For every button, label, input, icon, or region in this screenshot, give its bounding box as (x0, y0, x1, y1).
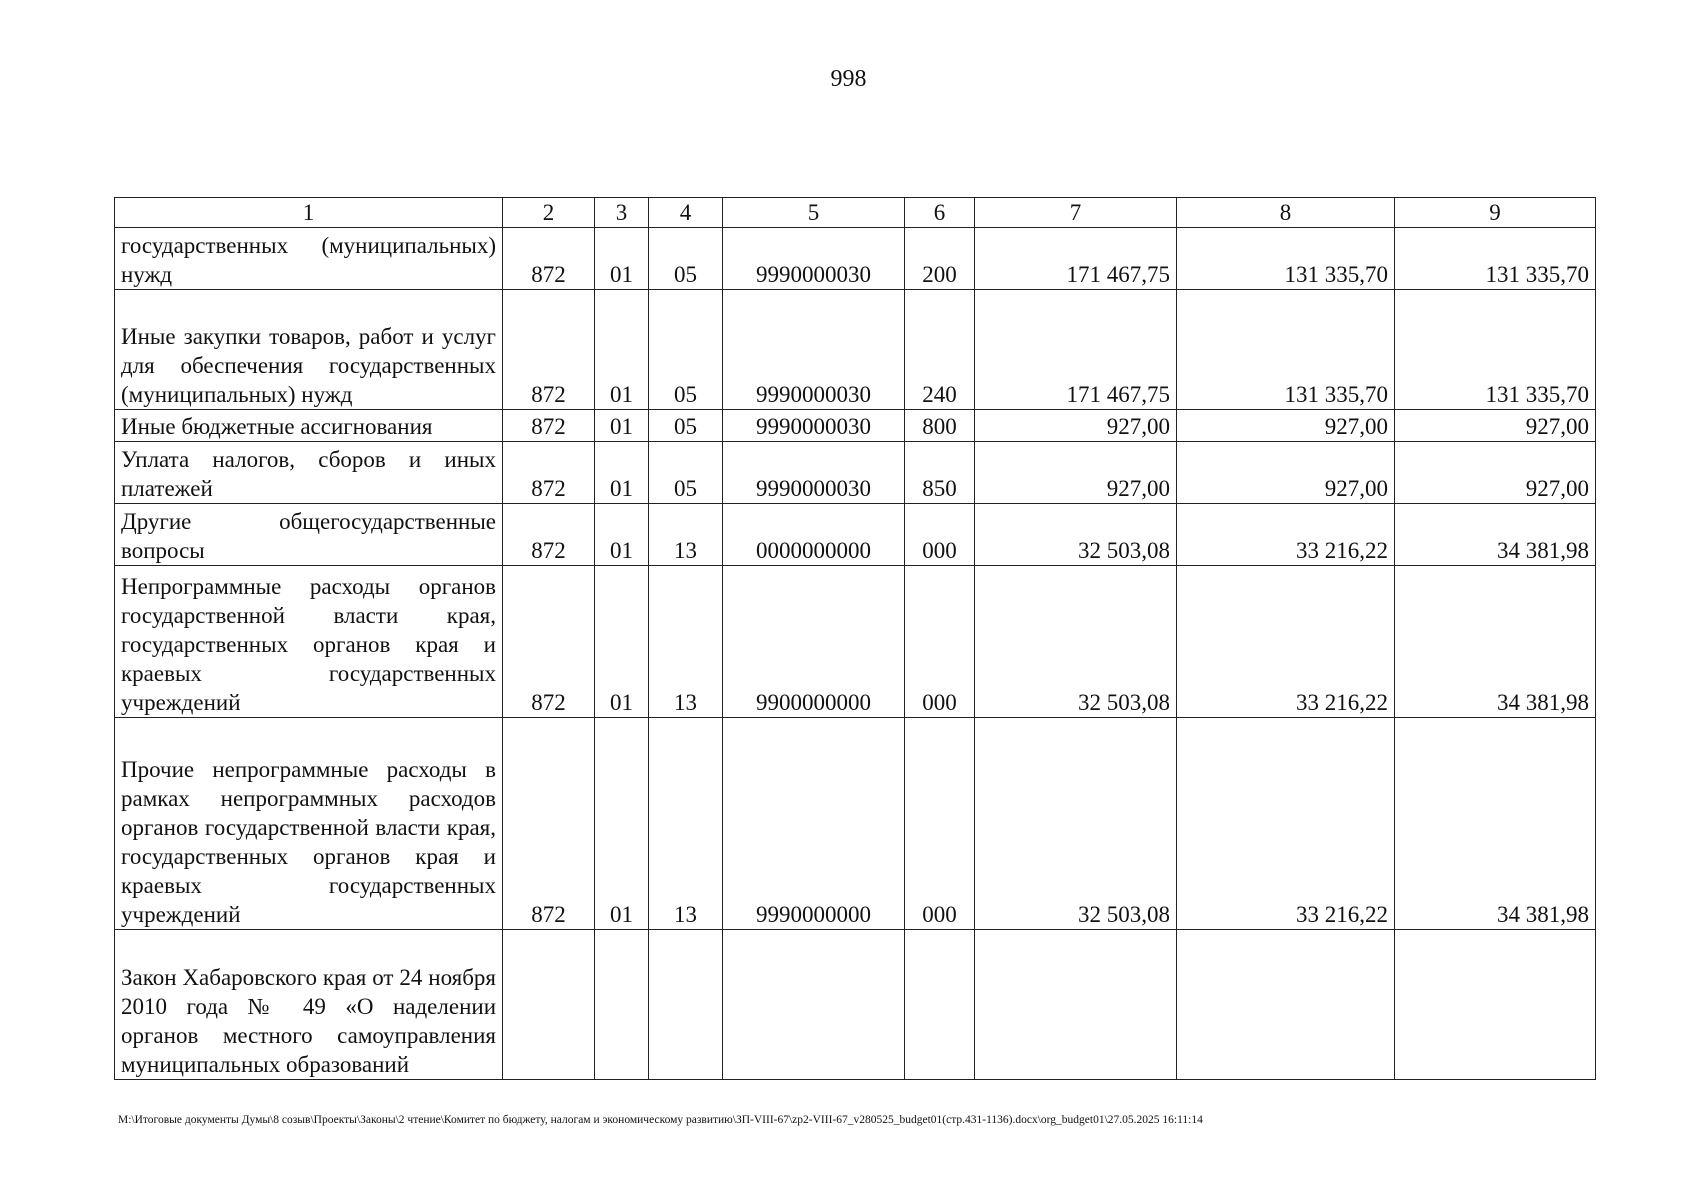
cell-expense-type: 000 (905, 504, 975, 566)
cell-amount-9: 927,00 (1395, 442, 1596, 504)
cell-amount-7: 32 503,08 (975, 718, 1177, 930)
header-cell: 3 (595, 198, 649, 228)
cell-amount-8: 927,00 (1177, 410, 1395, 442)
header-cell: 4 (649, 198, 723, 228)
cell-target-article: 9990000030 (723, 228, 905, 290)
cell-amount-8: 927,00 (1177, 442, 1395, 504)
cell-section: 01 (595, 566, 649, 718)
cell-amount-7: 927,00 (975, 410, 1177, 442)
table-row (115, 718, 1596, 930)
cell-amount-7 (975, 930, 1177, 1080)
cell-grbs: 872 (503, 228, 595, 290)
cell-grbs: 872 (503, 442, 595, 504)
cell-amount-9: 927,00 (1395, 410, 1596, 442)
cell-amount-8: 33 216,22 (1177, 718, 1395, 930)
cell-section: 01 (595, 718, 649, 930)
cell-amount-7: 171 467,75 (975, 228, 1177, 290)
cell-target-article: 9990000030 (723, 290, 905, 410)
cell-target-article: 9990000030 (723, 442, 905, 504)
header-cell: 1 (115, 198, 503, 228)
cell-amount-9: 34 381,98 (1395, 718, 1596, 930)
table-header-row (115, 198, 1596, 228)
row-name: Уплата налогов, сборов и иных платежей (115, 442, 503, 504)
cell-amount-8: 33 216,22 (1177, 566, 1395, 718)
cell-section: 01 (595, 410, 649, 442)
cell-target-article: 0000000000 (723, 504, 905, 566)
cell-subsection (649, 930, 723, 1080)
table-row (115, 228, 1596, 290)
cell-grbs (503, 930, 595, 1080)
row-name: государственных (муниципальных) нужд (115, 228, 503, 290)
row-name: Прочие непрограммные расходы в рамках непрограммных расходов органов государственной власти края, государственных органов края и краевых государственных учреждений (115, 718, 503, 930)
table-row (115, 442, 1596, 504)
cell-grbs: 872 (503, 718, 595, 930)
budget-table (114, 197, 1596, 1080)
cell-grbs: 872 (503, 410, 595, 442)
header-cell: 7 (975, 198, 1177, 228)
table-row (115, 504, 1596, 566)
cell-grbs: 872 (503, 566, 595, 718)
header-cell: 5 (723, 198, 905, 228)
row-name: Иные бюджетные ассигнования (115, 410, 503, 442)
cell-target-article (723, 930, 905, 1080)
row-name: Иные закупки товаров, работ и услуг для обеспечения государственных (муниципальных) нужд (115, 290, 503, 410)
header-cell: 6 (905, 198, 975, 228)
cell-amount-7: 171 467,75 (975, 290, 1177, 410)
cell-section: 01 (595, 442, 649, 504)
cell-expense-type: 240 (905, 290, 975, 410)
cell-expense-type (905, 930, 975, 1080)
page-number: 998 (830, 66, 867, 92)
cell-amount-8: 131 335,70 (1177, 228, 1395, 290)
cell-target-article: 9990000030 (723, 410, 905, 442)
cell-subsection: 05 (649, 228, 723, 290)
table-row (115, 290, 1596, 410)
header-cell: 9 (1395, 198, 1596, 228)
cell-expense-type: 800 (905, 410, 975, 442)
cell-amount-8 (1177, 930, 1395, 1080)
cell-amount-7: 32 503,08 (975, 504, 1177, 566)
cell-amount-9: 131 335,70 (1395, 290, 1596, 410)
cell-section (595, 930, 649, 1080)
file-path-footer: M:\Итоговые документы Думы\8 созыв\Проекты\Законы\2 чтение\Комитет по бюджету, налогам и экономическому развитию\ЗП-VIII-67\zp2-VIII-67_v280525_budget01(стр.431-1136).docx\org_budget01\27.05.2025 16:11:14 (118, 1114, 1203, 1126)
cell-amount-9: 34 381,98 (1395, 566, 1596, 718)
cell-section: 01 (595, 228, 649, 290)
cell-expense-type: 000 (905, 566, 975, 718)
cell-target-article: 9990000000 (723, 718, 905, 930)
cell-subsection: 05 (649, 442, 723, 504)
cell-amount-9: 34 381,98 (1395, 504, 1596, 566)
table-row (115, 930, 1596, 1080)
cell-grbs: 872 (503, 290, 595, 410)
cell-subsection: 05 (649, 290, 723, 410)
header-cell: 8 (1177, 198, 1395, 228)
cell-subsection: 05 (649, 410, 723, 442)
table-row (115, 410, 1596, 442)
row-name: Другие общегосударственные вопросы (115, 504, 503, 566)
cell-amount-8: 33 216,22 (1177, 504, 1395, 566)
cell-amount-9: 131 335,70 (1395, 228, 1596, 290)
cell-subsection: 13 (649, 718, 723, 930)
cell-subsection: 13 (649, 566, 723, 718)
table-row (115, 566, 1596, 718)
header-cell: 2 (503, 198, 595, 228)
cell-amount-7: 927,00 (975, 442, 1177, 504)
row-name: Непрограммные расходы органов государственной власти края, государственных органов края и краевых государственных учреждений (115, 566, 503, 718)
cell-section: 01 (595, 504, 649, 566)
cell-expense-type: 200 (905, 228, 975, 290)
cell-section: 01 (595, 290, 649, 410)
cell-amount-9 (1395, 930, 1596, 1080)
cell-grbs: 872 (503, 504, 595, 566)
cell-expense-type: 850 (905, 442, 975, 504)
row-name: Закон Хабаровского края от 24 ноября 2010 года № 49 «О наделении органов местного самоуправления муниципальных образований (115, 930, 503, 1080)
cell-expense-type: 000 (905, 718, 975, 930)
cell-target-article: 9900000000 (723, 566, 905, 718)
cell-amount-7: 32 503,08 (975, 566, 1177, 718)
cell-subsection: 13 (649, 504, 723, 566)
cell-amount-8: 131 335,70 (1177, 290, 1395, 410)
